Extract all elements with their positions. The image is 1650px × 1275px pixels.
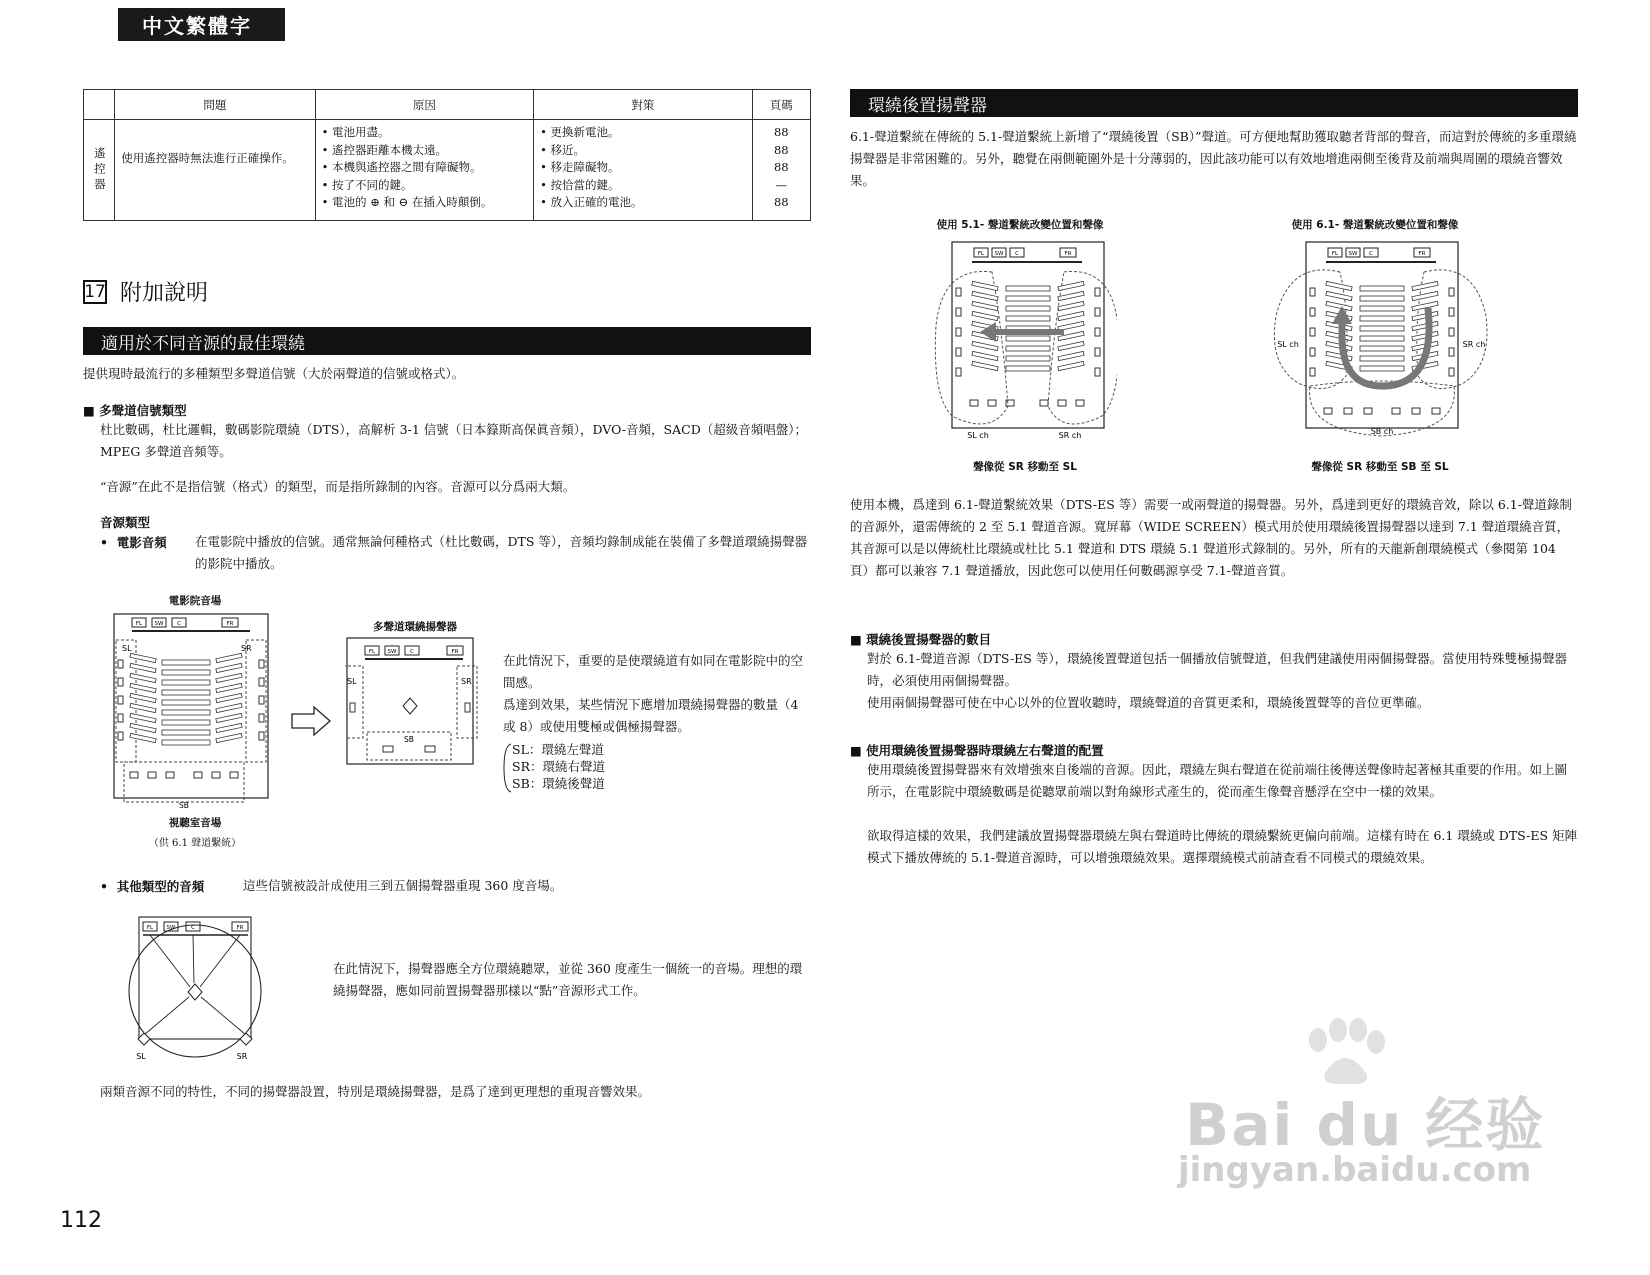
right-intro: 6.1-聲道繫統在傳統的 5.1-聲道繫統上新增了“環繞後置（SB）”聲道。可方便地幫助獲取聽者背部的聲音，而這對於傳統的多重環繞揚聲器是非常困難的。另外，聽覺在兩側範圍外是十分薄弱的，因此該功能可以有效地增進兩側至後背及前端與周圍的環繞音響效果。 xyxy=(850,129,1577,188)
listening-sub: （供 6.1 聲道繫統） xyxy=(148,838,242,849)
diag-fr: FR xyxy=(1418,251,1426,257)
count-heading-text: 環繞後置揚聲器的數目 xyxy=(866,632,992,647)
closing-text: 兩類音源不同的特性，不同的揚聲器設置，特別是環繞揚聲器，是爲了達到更理想的重現音響效果。 xyxy=(100,1084,651,1099)
multi-speaker-diagram xyxy=(345,636,485,771)
watermark-brand: Bai du 经验 xyxy=(1185,1091,1546,1159)
right-arrow-icon xyxy=(290,705,334,737)
table-header-row xyxy=(84,90,811,120)
cinema-desc-1: 在此情況下，重要的是使環繞道有如同在電影院中的空間感。 xyxy=(503,653,804,690)
diag-sw: SW xyxy=(1348,251,1358,257)
diag-fr: FR xyxy=(236,925,244,931)
table-header-page: 頁碼 xyxy=(752,90,810,120)
diag-sr: SR xyxy=(236,1052,248,1061)
multi-heading-text: 多聲道信號類型 xyxy=(99,403,187,418)
table-header-remedy: 對策 xyxy=(534,90,753,120)
other-text: 這些信號被設計成使用三到五個揚聲器重現 360 度音場。 xyxy=(243,878,563,893)
diag-fl: FL xyxy=(368,649,376,655)
legend-item: SR：環繞右聲道 xyxy=(512,759,605,774)
page-ref: 88 xyxy=(773,125,789,139)
other-label-text: 其他類型的音頻 xyxy=(116,879,205,894)
multi-heading: ■ 多聲道信號類型 xyxy=(83,403,187,418)
usage-text: 使用本機，爲達到 6.1-聲道繫統效果（DTS-ES 等）需要一或兩聲道的揚聲器。另外，爲達到更好的環繞音效，除以 6.1-聲道錄制的音源外，還需傳統的 2 至 5.1 聲道音源。寬屏幕（WIDE SCREEN）模式用於使用環繞後置揚聲器以達到 7.1 聲道環繞音質，其音源可以是以傳統杜比環繞或杜比 5.1 聲道和 DTS 環繞 5.1 聲道形式錄制的。另外，所有的天龍新創環繞模式（參閱第 104 頁）都可以兼容 7.1 聲道播放，因此您可以使用任何數碼源享受 7.1-聲道音質。 xyxy=(850,497,1572,578)
table-header-problem: 問題 xyxy=(115,90,315,120)
diag-fr: FR xyxy=(451,649,459,655)
fig2-caption: 聲像從 SR 移動至 SB 至 SL xyxy=(1311,461,1449,473)
fig1-diagram xyxy=(932,236,1117,446)
multi-speaker-caption: 多聲道環繞揚聲器 xyxy=(373,621,457,633)
table-problem: 使用遙控器時無法進行正確操作。 xyxy=(115,120,315,221)
page-ref: 88 xyxy=(773,160,789,174)
section-number: 17 xyxy=(84,282,106,302)
remedy-item: • 更換新電池。 xyxy=(540,124,746,142)
movie-text: 在電影院中播放的信號。通常無論何種格式（杜比數碼，DTS 等），音頻均錄制成能在裝備了多聲道環繞揚聲器的影院中播放。 xyxy=(195,534,808,571)
config-text-1: 使用環繞後置揚聲器來有效增強來自後端的音源。因此，環繞左與右聲道在從前端往後傳送聲像時起著極其重要的作用。如上圖所示，在電影院中環繞數碼是從聽眾前端以對角線形式產生的，從而產生像聲音懸浮在空中一樣的效果。 xyxy=(867,762,1568,799)
diag-sl: SL xyxy=(136,1052,146,1061)
count-text-1: 對於 6.1-聲道音源（DTS-ES 等），環繞後置聲道包括一個播放信號聲道，但我們建議使用兩個揚聲器。當使用特殊雙極揚聲器時，必須使用兩個揚聲器。 xyxy=(867,651,1568,688)
table-category: 遙控器 xyxy=(84,120,115,221)
diag-c: C xyxy=(191,925,195,931)
troubleshooting-table xyxy=(83,89,811,221)
remedy-item: • 按恰當的鍵。 xyxy=(540,177,746,195)
diag-c: C xyxy=(1369,251,1373,257)
diag-sw: SW xyxy=(387,649,397,655)
left-section-bar: 適用於不同音源的最佳環繞 xyxy=(83,327,811,355)
cause-item: • 遙控器距離本機太遠。 xyxy=(322,142,528,160)
diag-sw: SW xyxy=(994,251,1004,257)
remedy-item: • 移近。 xyxy=(540,142,746,160)
source-text: “音源”在此不是指信號（格式）的類型，而是指所錄制的內容。音源可以分爲兩大類。 xyxy=(100,479,576,494)
right-section-bar: 環繞後置揚聲器 xyxy=(850,89,1578,117)
section-title: 附加說明 xyxy=(120,281,209,306)
config-text-2: 欲取得這樣的效果，我們建議放置揚聲器環繞左與右聲道時比傳統的環繞繫統更偏向前端。這樣有時在 6.1 環繞或 DTS-ES 矩陣模式下播放傳統的 5.1-聲道音源時，可以增強環繞效果。選擇環繞模式前請查看不同模式的環繞效果。 xyxy=(867,828,1578,865)
diag-sl-ch: SL ch xyxy=(967,431,989,440)
diag-sr-ch: SR ch xyxy=(1058,431,1082,440)
cause-item: • 電池的 ⊕ 和 ⊖ 在插入時顛倒。 xyxy=(322,194,528,212)
movie-label-text: 電影音頻 xyxy=(116,535,167,550)
fig2-diagram xyxy=(1270,236,1490,446)
table-causes xyxy=(315,120,534,221)
table-header-cause: 原因 xyxy=(315,90,534,120)
language-tag: 中文繁體字 xyxy=(118,8,285,41)
diag-fr: FR xyxy=(1064,251,1072,257)
diag-sl-ch: SL ch xyxy=(1277,340,1299,349)
legend-brace xyxy=(502,742,512,794)
source-heading: 音源類型 xyxy=(100,515,151,530)
diag-c: C xyxy=(1015,251,1019,257)
diag-c: C xyxy=(177,621,181,627)
diag-sw: SW xyxy=(166,925,176,931)
diag-fl: FL xyxy=(1331,251,1339,257)
diag-c: C xyxy=(410,649,414,655)
page-ref: — xyxy=(775,177,788,192)
config-heading: ■ 使用環繞後置揚聲器時環繞左右聲道的配置 xyxy=(850,743,1104,758)
other-desc: 在此情況下，揚聲器應全方位環繞聽眾，並從 360 度產生一個統一的音場。理想的環繞揚聲器，應如同前置揚聲器那樣以“點”音源形式工作。 xyxy=(333,961,803,998)
config-heading-text: 使用環繞後置揚聲器時環繞左右聲道的配置 xyxy=(866,743,1104,758)
diag-sr: SR xyxy=(241,644,252,653)
movie-label: • 電影音頻 xyxy=(100,535,167,550)
count-text-2: 使用兩個揚聲器可使在中心以外的位置收聽時，環繞聲道的音質更柔和，環繞後置聲等的音位更準確。 xyxy=(867,695,1430,710)
cinema-diagram xyxy=(110,608,280,813)
diag-fl: FL xyxy=(977,251,985,257)
legend-item: SL：環繞左聲道 xyxy=(512,742,604,757)
cinema-caption: 電影院音場 xyxy=(168,595,222,607)
diag-sb: SB xyxy=(179,801,189,810)
multi-text: 杜比數碼，杜比邏輯，數碼影院環繞（DTS），高解析 3-1 信號（日本籙斯高保眞音頻），DVO-音頻，SACD（超級音頻唱盤）；MPEG 多聲道音頻等。 xyxy=(100,422,807,459)
left-intro: 提供現時最流行的多種類型多聲道信號（大於兩聲道的信號或格式）。 xyxy=(83,366,465,381)
cause-item: • 按了不同的鍵。 xyxy=(322,177,528,195)
speaker-legend xyxy=(512,741,605,792)
legend-item: SB：環繞後聲道 xyxy=(512,776,605,791)
cause-item: • 電池用盡。 xyxy=(322,124,528,142)
page-ref: 88 xyxy=(773,142,789,157)
fig1-caption: 聲像從 SR 移動至 SL xyxy=(973,461,1077,473)
table-remedies xyxy=(534,120,753,221)
watermark-url: jingyan.baidu.com xyxy=(1178,1150,1532,1190)
count-heading: ■ 環繞後置揚聲器的數目 xyxy=(850,632,992,647)
cause-item: • 本機與遙控器之間有障礙物。 xyxy=(322,159,528,177)
page-number: 112 xyxy=(60,1208,102,1233)
diag-fl: FL xyxy=(146,925,154,931)
diag-fr: FR xyxy=(226,621,234,627)
diag-sw: SW xyxy=(154,621,164,627)
fig1-title: 使用 5.1- 聲道繫統改變位置和聲像 xyxy=(936,219,1104,231)
fig2-title: 使用 6.1- 聲道繫統改變位置和聲像 xyxy=(1291,219,1459,231)
diag-fl: FL xyxy=(135,621,143,627)
remedy-item: • 放入正確的電池。 xyxy=(540,194,746,212)
360-speaker-diagram xyxy=(118,915,273,1065)
table-header-blank xyxy=(84,90,115,120)
page-ref: 88 xyxy=(773,195,789,209)
listening-caption: 視聽室音場 xyxy=(168,817,222,829)
table-row xyxy=(84,120,811,221)
diag-sb-ch: SB ch xyxy=(1370,427,1394,436)
diag-sr-ch: SR ch xyxy=(1462,340,1486,349)
other-label: • 其他類型的音頻 xyxy=(100,879,205,894)
diag-sr: SR xyxy=(461,677,472,686)
cinema-desc-2: 爲達到效果，某些情況下應增加環繞揚聲器的數量（4 或 8）或使用雙極或偶極揚聲器。 xyxy=(503,697,799,734)
diag-sb: SB xyxy=(404,735,414,744)
remedy-item: • 移走障礙物。 xyxy=(540,159,746,177)
table-pages xyxy=(752,120,810,221)
diag-sl: SL xyxy=(347,677,357,686)
diag-sl: SL xyxy=(122,644,132,653)
